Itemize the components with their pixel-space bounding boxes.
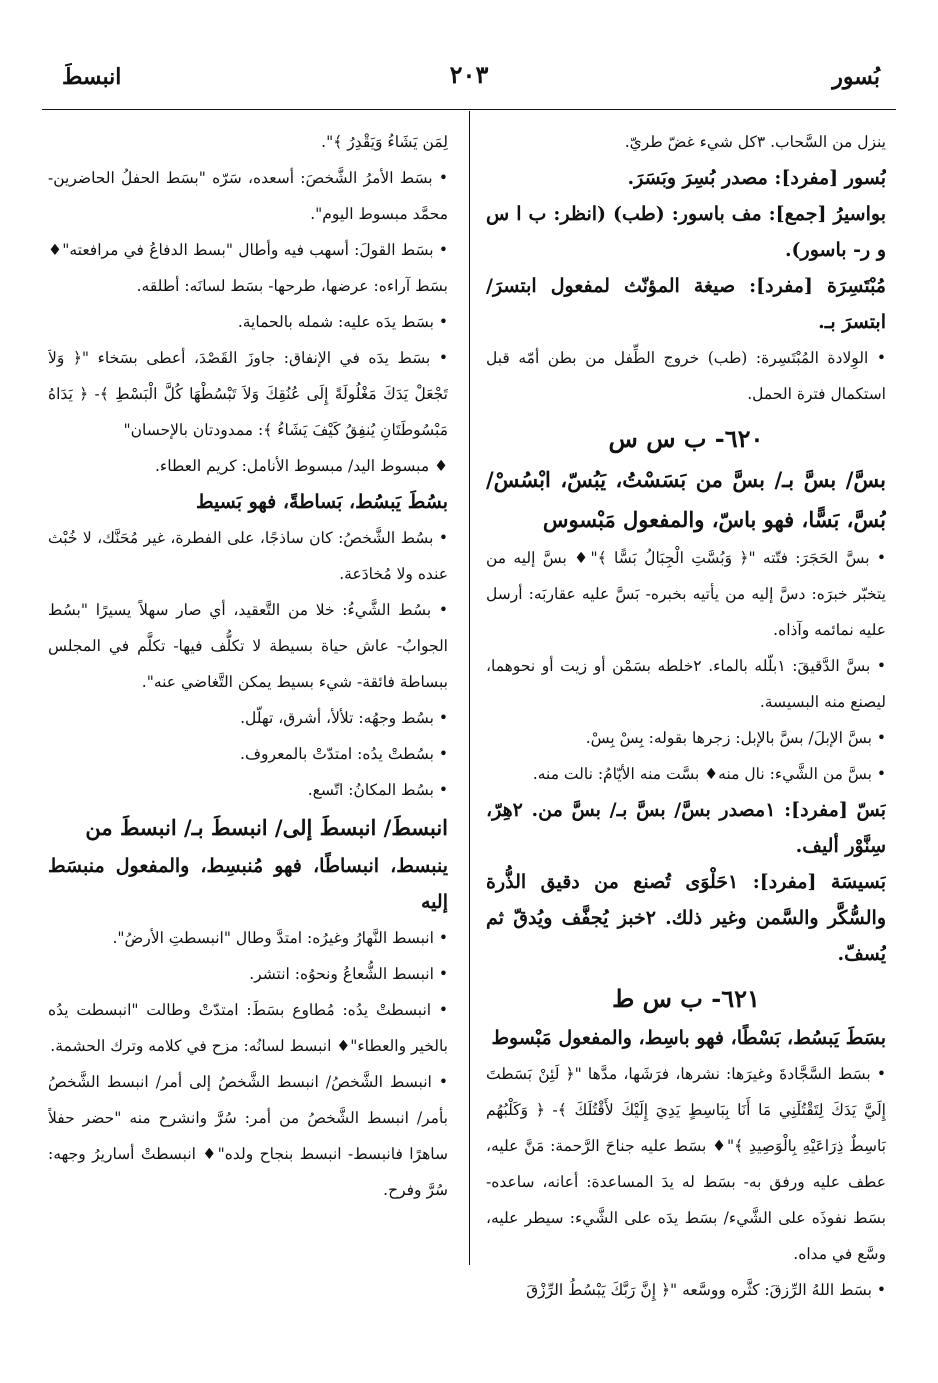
entry-text: • بسَط السَّجَّادةَ وغيرَها: نشرها، فرَشَها، مدَّها "﴿ لَئِنْ بَسَطتَ إِلَيَّ يَدَكَ لِتَقْتُلَنِي مَا أَنَا بِبَاسِطٍ يَدِيَ إِلَيْكَ لأَقْتُلَكَ ﴾- ﴿ وَكَلْبُهُم بَاسِطٌ ذِرَاعَيْهِ بِالْوَصِيدِ ﴾"♦ بسَط عليه جناحَ الرَّحمة: مَنَّ عليه، عطف عليه ورفق به- بسَط له يدَ المساعدة: أعانه، ساعده- بسَط نفوذَه على الشَّيء/ بسَط يدَه على الشَّيء: سيطر عليه، وسَّع في مداه. [486,1065,886,1263]
entry-text: • بسَط يدَه عليه: شمله بالحماية. [237,313,448,331]
entry-text: • بسَط اللهُ الرِّزقَ: كثَّره ووسَّعه "﴿ إِنَّ رَبَّكَ يَبْسُطُ الرِّزْقَ [526,1281,886,1299]
header-last-word: انبسطَ [62,64,122,90]
entry-text: • بسَّ من الشَّيء: نال منه♦ بسَّت منه الأيّامُ: نالت منه. [532,765,886,783]
entry-text: • انبسط النَّهارُ وغيرُه: امتدَّ وطال "انبسطتِ الأرضُ". [112,929,448,947]
root-heading: ٦٢١- ب س ط [612,984,760,1013]
column-divider [469,111,470,1265]
entry-headword: بسَّ/ بسَّ بـ/ بسَّ من بَسَسْتُ، يَبُسّ، ابْسُسْ/ بُسَّ، بَسًّا، فهو باسّ، والمفعول مَبْسوس [486,467,886,532]
entry-text: • بسَّ الحَجَرَ: فتّته "﴿ وَبُسَّتِ الْجِبَالُ بَسًّا ﴾"♦ بسَّ إليه من يتخبّر خبرَه: دسَّ إليه من يأتيه بخبره- بَسَّ عليه عقاربَه: أرسل عليه نمائمه وآذاه. [486,549,886,639]
entry-text: • انبسطتْ يدُه: مُطاوع بسَطَ: امتدّتْ وطالت "انبسطت يدُه بالخير والعطاء"♦ انبسط لسانُه: مزح في كلامه وترك الحشمة. [48,1001,448,1055]
entry-text: • انبسط الشَّخصُ/ انبسط الشَّخصُ إلى أمر/ انبسط الشَّخصُ بأمر/ انبسط الشَّخصُ من أمر: سُرَّ وانشرح منه "حضر حفلاً ساهرًا فانبسط- انبسط بنجاح ولده"♦ انبسطتْ أساريرُ وجهه: سُرَّ وفرح. [48,1073,448,1199]
entry-text: • انبسط الشُّعاعُ ونحوُه: انتشر. [249,965,448,983]
entry-text: • الوِلادة المُبْتَسِرة: (طب) خروج الطِّفل من بطن أمّه قبل استكمال فترة الحمل. [486,349,886,403]
header-rule [42,109,896,110]
entry-text: لِمَن يَشَاءُ وَيَقْدِرُ ﴾". [321,133,448,151]
entry-headword: بسَطَ يَبسُط، بَسْطًا، فهو باسِط، والمفعول مَبْسوط [491,1027,886,1049]
entry-headword: انبسطَ/ انبسطَ إلى/ انبسطَ بـ/ انبسطَ من [85,815,448,840]
root-heading: ٦٢٠- ب س س [608,424,764,453]
page-header [48,58,890,94]
entry-headword: بُسور [مفرد]: مصدر بُسِرَ وبَسَرَ. [627,167,886,189]
entry-headword: بسُطَ يَبسُط، بَساطةً، فهو بَسيط [195,491,448,513]
entry-text: • بسَط يدَه في الإنفاق: جاوزَ القَصْدَ، أعطى بسَخاء "﴿ وَلاَ تَجْعَلْ يَدَكَ مَغْلُولَةً إِلَى عُنُقِكَ وَلاَ تَبْسُطْهَا كُلَّ الْبَسْطِ ﴾- ﴿ يَدَاهُ مَبْسُوطَتَانِ يُنفِقُ كَيْفَ يَشَاءُ ﴾: ممدودتان بالإحسان" [48,349,448,439]
entry-text: • بسَط القولَ: أسهب فيه وأطال "بسط الدفاعُ في مرافعته"♦ بسَط آراءه: عرضها، طرحها- بسَط لسانَه: أطلقه. [48,241,448,295]
entry-headword: بَسيسَة [مفرد]: ١حَلْوَى تُصنع من دقيق الذُّرة والسُّكَّر والسَّمن وغير ذلك. ٢خبز يُجفَّف ويُدقّ ثم يُسفّ. [486,871,886,965]
entry-text: • بسُط وجهُه: تلألأ، أشرق، تهلّل. [240,709,448,727]
entry-headword: بَسّ [مفرد]: ١مصدر بسَّ/ بسَّ بـ/ بسَّ من. ٢هِرّ، سِنَّوْر أليف. [486,799,886,857]
header-first-word: بُسور [832,64,880,90]
entry-text: • بسُط الشَّخصُ: كان ساذجًا، على الفطرة، غير مُحَنَّك، لا خُبْث عنده ولا مُخادَعة. [48,529,448,583]
entry-text: ينزل من السَّحاب. ٣كل شيء غضّ طريّ. [624,133,886,151]
entry-text: • بسَط الأمرُ الشَّخصَ: أسعده، سَرّه "بسَط الحفلُ الحاضرين- محمَّد مبسوط اليوم". [48,169,448,223]
entry-text: • بسُط المكانُ: اتّسع. [307,781,448,799]
page-number: ٢٠٣ [449,60,489,89]
left-column [48,124,448,1208]
entry-headword: ينبسط، انبساطًا، فهو مُنبسِط، والمفعول منبسَط إليه [48,855,448,913]
entry-text: • بسُط الشَّيءُ: خلا من التَّعقيد، أي صار سهلاً يسيرًا "بسُط الجوابُ- عاش حياة بسيطة لا تكلُّف فيها- تكلَّم في المجلس ببساطة فائقة- شيء بسيط يمكن التَّغاضي عنه". [48,601,448,691]
right-column [486,124,886,1308]
entry-headword: بواسيرُ [جمع]: مف باسور: (طب) (انظر: ب ا س و ر- باسور). [486,203,886,261]
entry-text: • بسُطتْ يدُه: امتدّتْ بالمعروف. [240,745,448,763]
entry-text: • بسَّ الإبلَ/ بسَّ بالإبل: زجرها بقوله: بِسْ بِسْ. [585,729,886,747]
entry-text: • بسَّ الدَّقيقَ: ١بلّله بالماء. ٢خلطه بسَمْن أو زيت أو نحوهما، ليصنع منه البسيسة. [486,657,886,711]
entry-text: ♦ مبسوط اليد/ مبسوط الأنامل: كريم العطاء. [155,457,448,475]
entry-headword: مُبْتَسِرَة [مفرد]: صيغة المؤنّث لمفعول ابتسرَ/ ابتسرَ بـ. [486,275,886,333]
